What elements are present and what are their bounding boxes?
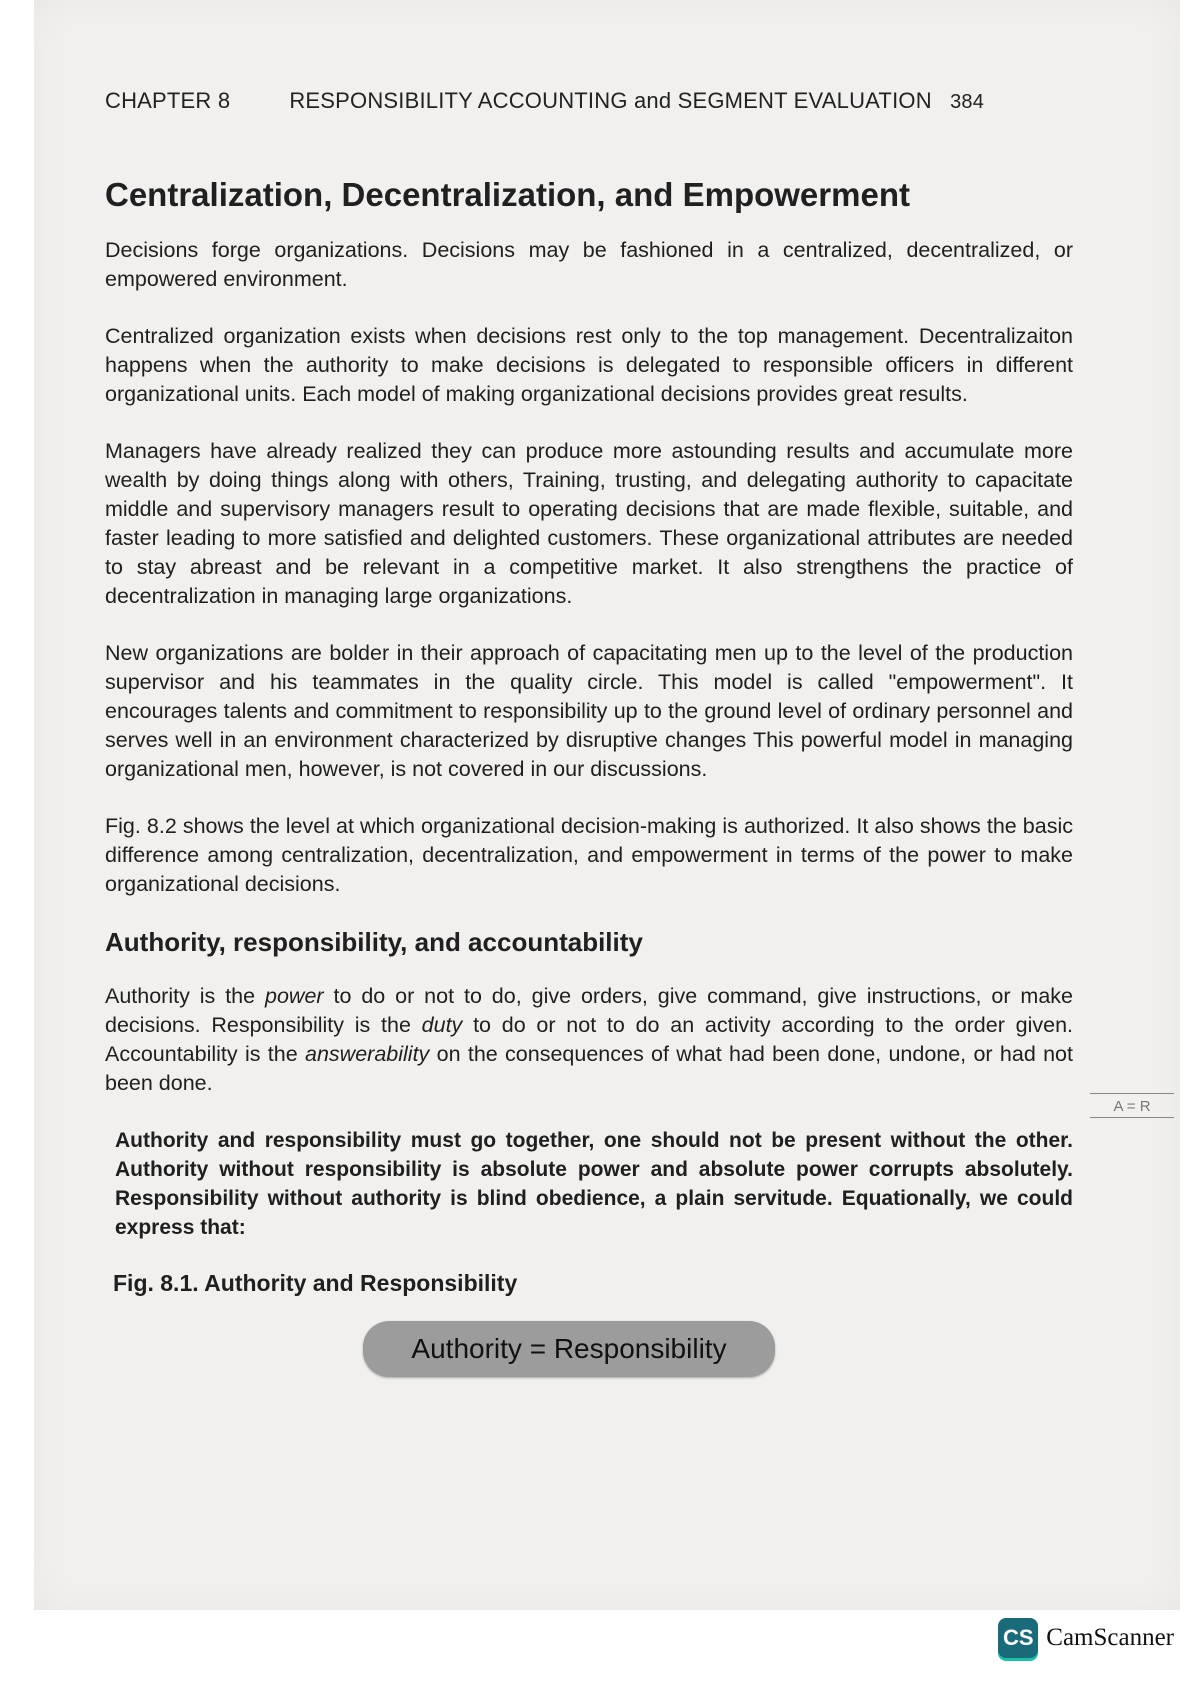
term-answerability: answerability <box>305 1042 430 1066</box>
paragraph-intro: Decisions forge organizations. Decisions may be fashioned in a centralized, decentralized, or empowered environment. <box>105 238 1073 291</box>
section-heading-authority: Authority, responsibility, and accountability <box>105 927 643 957</box>
paragraph-definitions: Authority is the power to do or not to do, give orders, give command, give instructions, or make decisions. Responsibility is the duty to do or not to do an activity according to the order given. Accountability is the answerability on the consequences of what had been done, undone, or had not been done. <box>105 984 1073 1095</box>
equation-pill: Authority = Responsibility <box>363 1321 774 1377</box>
paragraph-managers: Managers have already realized they can produce more astounding results and accumulate more wealth by doing things along with others, Training, trusting, and delegating authority to capacitate middle and supervisory managers result to operating decisions that are made flexible, suitable, and faster leading to more satisfied and delighted customers. These organizational attributes are needed to stay abreast and be relevant in a competitive market. It also strengthens the practice of decentralization in managing large organizations. <box>105 439 1073 608</box>
paragraph-empowerment: New organizations are bolder in their approach of capacitating men up to the level of the production supervisor and his teammates in the quality circle. This model is called "empowerment". It encourages talents and commitment to responsibility up to the ground level of ordinary personnel and serves well in an environment characterized by disruptive changes This powerful model in managing organizational men, however, is not covered in our discussions. <box>105 641 1073 781</box>
camscanner-watermark <box>998 1618 1174 1658</box>
figure-caption: Fig. 8.1. Authority and Responsibility <box>113 1270 518 1296</box>
figure-8-1 <box>105 1321 1073 1377</box>
margin-annotation: A = R <box>1090 1093 1174 1118</box>
term-duty: duty <box>421 1013 463 1037</box>
running-header <box>105 88 1055 114</box>
page-content <box>105 176 1073 1377</box>
paragraph-centralized: Centralized organization exists when decisions rest only to the top management. Decentralizaiton happens when the authority to make decisions is delegated to responsible officers in different organizational units. Each model of making organizational decisions provides great results. <box>105 324 1073 406</box>
paragraph-fig-reference: Fig. 8.2 shows the level at which organizational decision-making is authorized. It also shows the basic difference among centralization, decentralization, and empowerment in terms of the power to make organizational decisions. <box>105 814 1073 896</box>
chapter-label: CHAPTER 8 <box>105 88 231 113</box>
camscanner-text: CamScanner <box>1046 1624 1174 1651</box>
paragraph-authority-responsibility: Authority and responsibility must go together, one should not be present without the other. Authority without responsibility is absolute power and absolute power corrupts absolutely. Responsibility without authority is blind obedience, a plain servitude. Equationally, we could express that: <box>115 1129 1073 1239</box>
camscanner-logo-icon: CS <box>998 1618 1038 1658</box>
term-power: power <box>265 984 324 1008</box>
section-heading-centralization: Centralization, Decentralization, and Empowerment <box>105 176 910 213</box>
page-number: 384 <box>950 91 985 113</box>
chapter-title: RESPONSIBILITY ACCOUNTING and SEGMENT EVALUATION <box>289 88 932 113</box>
